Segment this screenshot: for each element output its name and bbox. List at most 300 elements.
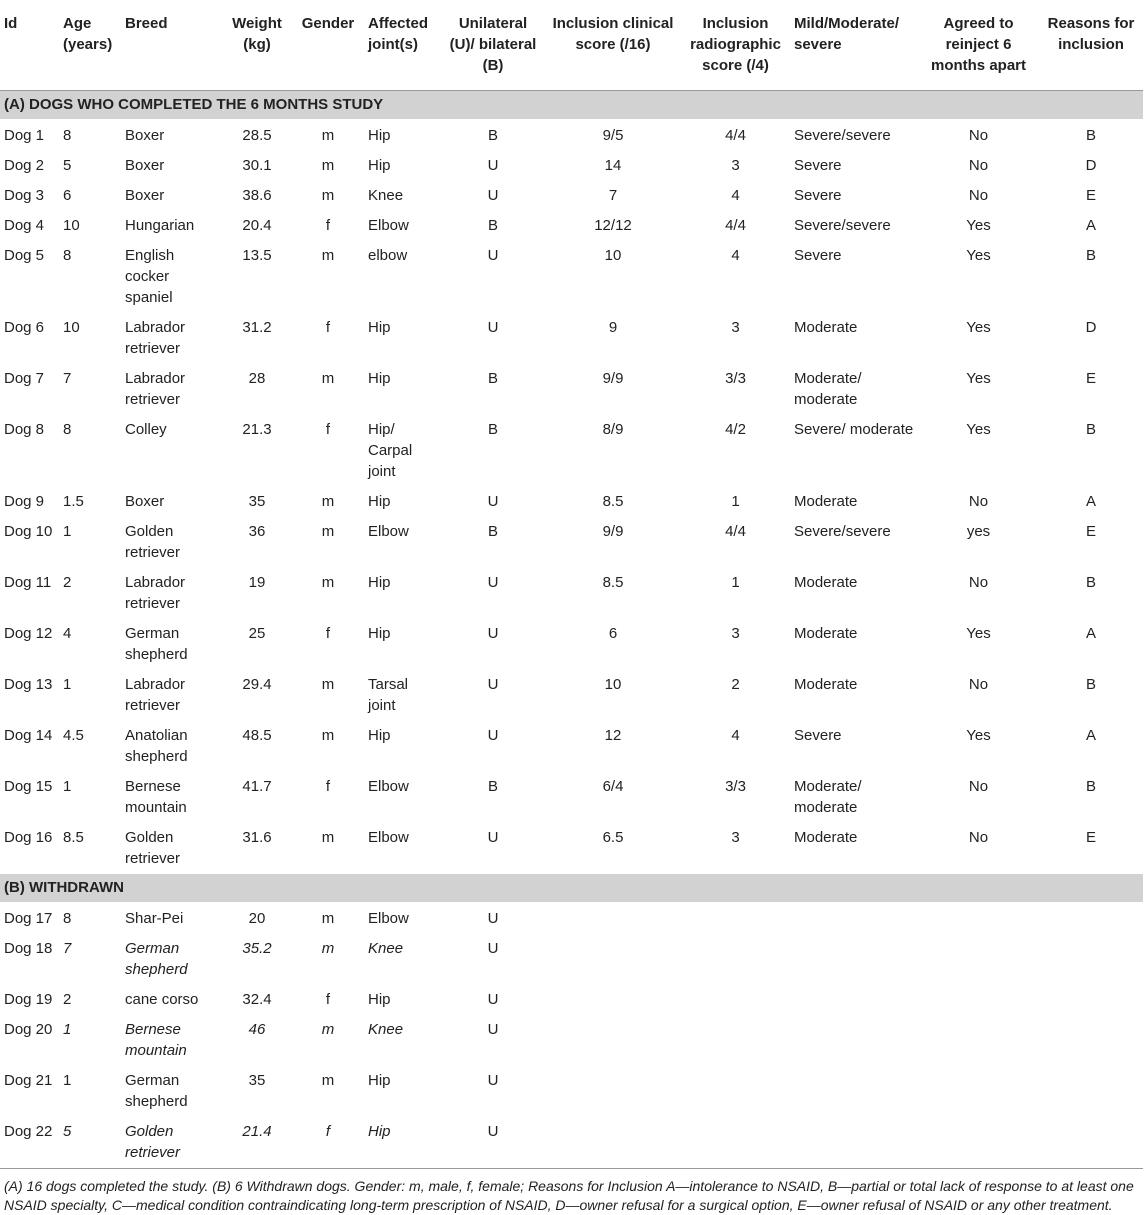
cell-clinical-score	[545, 1066, 681, 1117]
cell-severity: Moderate	[790, 313, 918, 364]
cell-severity: Severe/severe	[790, 119, 918, 151]
cell-reason: B	[1039, 241, 1143, 313]
cell-weight: 28	[222, 364, 292, 415]
cell-gender: f	[292, 313, 364, 364]
cell-clinical-score: 8.5	[545, 568, 681, 619]
cell-agreed-reinject	[918, 1066, 1039, 1117]
cell-reason: E	[1039, 181, 1143, 211]
cell-side: U	[441, 823, 545, 874]
cell-gender: m	[292, 517, 364, 568]
cell-reason: B	[1039, 670, 1143, 721]
cell-weight: 46	[222, 1015, 292, 1066]
cell-severity: Moderate	[790, 619, 918, 670]
table-row	[0, 1015, 1143, 1066]
cell-age: 5	[59, 151, 121, 181]
cell-severity: Moderate/ moderate	[790, 772, 918, 823]
cell-gender: m	[292, 670, 364, 721]
cell-weight: 21.3	[222, 415, 292, 487]
cell-clinical-score: 10	[545, 670, 681, 721]
cell-affected-joint: Hip	[364, 721, 441, 772]
cell-affected-joint: Hip	[364, 1066, 441, 1117]
cell-breed: Golden retriever	[121, 1117, 222, 1169]
cell-severity: Severe	[790, 241, 918, 313]
cell-radiographic-score: 3/3	[681, 772, 790, 823]
cell-weight: 31.6	[222, 823, 292, 874]
cell-gender: m	[292, 241, 364, 313]
cell-side: U	[441, 721, 545, 772]
cell-clinical-score	[545, 1117, 681, 1169]
table-row	[0, 415, 1143, 487]
cell-age: 1	[59, 1066, 121, 1117]
cell-severity	[790, 985, 918, 1015]
cell-side: U	[441, 181, 545, 211]
cell-weight: 31.2	[222, 313, 292, 364]
cell-affected-joint: Hip	[364, 1117, 441, 1169]
cell-radiographic-score: 2	[681, 670, 790, 721]
cell-clinical-score: 6/4	[545, 772, 681, 823]
cell-weight: 13.5	[222, 241, 292, 313]
cell-weight: 25	[222, 619, 292, 670]
table-row	[0, 934, 1143, 985]
cell-side: U	[441, 241, 545, 313]
cell-severity: Severe/severe	[790, 211, 918, 241]
cell-agreed-reinject	[918, 902, 1039, 934]
cell-reason	[1039, 902, 1143, 934]
cell-id: Dog 3	[0, 181, 59, 211]
cell-side: B	[441, 517, 545, 568]
cell-affected-joint: Elbow	[364, 517, 441, 568]
cell-affected-joint: Knee	[364, 181, 441, 211]
cell-severity: Moderate	[790, 823, 918, 874]
section-header-completed	[0, 91, 1143, 120]
cell-radiographic-score	[681, 1117, 790, 1169]
cell-clinical-score	[545, 1015, 681, 1066]
cell-side: B	[441, 211, 545, 241]
header-age: Age (years)	[59, 0, 121, 91]
cell-side: U	[441, 151, 545, 181]
cell-agreed-reinject: No	[918, 119, 1039, 151]
cell-reason: D	[1039, 313, 1143, 364]
cell-reason: A	[1039, 487, 1143, 517]
cell-radiographic-score: 4	[681, 721, 790, 772]
cell-side: U	[441, 619, 545, 670]
table-row	[0, 619, 1143, 670]
cell-reason	[1039, 1117, 1143, 1169]
cell-clinical-score: 6.5	[545, 823, 681, 874]
cell-gender: m	[292, 902, 364, 934]
cell-breed: English cocker spaniel	[121, 241, 222, 313]
cell-breed: Golden retriever	[121, 823, 222, 874]
table-row	[0, 119, 1143, 151]
cell-breed: Golden retriever	[121, 517, 222, 568]
cell-id: Dog 22	[0, 1117, 59, 1169]
cell-id: Dog 19	[0, 985, 59, 1015]
cell-severity	[790, 1066, 918, 1117]
cell-affected-joint: Knee	[364, 1015, 441, 1066]
cell-side: U	[441, 902, 545, 934]
header-affected-joints: Affected joint(s)	[364, 0, 441, 91]
header-id: Id	[0, 0, 59, 91]
cell-side: U	[441, 985, 545, 1015]
cell-gender: m	[292, 823, 364, 874]
cell-clinical-score: 8.5	[545, 487, 681, 517]
cell-reason: E	[1039, 364, 1143, 415]
header-weight: Weight (kg)	[222, 0, 292, 91]
cell-weight: 20.4	[222, 211, 292, 241]
cell-clinical-score: 9	[545, 313, 681, 364]
cell-gender: f	[292, 415, 364, 487]
cell-gender: m	[292, 181, 364, 211]
cell-age: 8	[59, 241, 121, 313]
cell-gender: m	[292, 487, 364, 517]
cell-breed: Shar-Pei	[121, 902, 222, 934]
cell-radiographic-score: 3	[681, 151, 790, 181]
header-gender: Gender	[292, 0, 364, 91]
cell-breed: Labrador retriever	[121, 670, 222, 721]
table-row	[0, 772, 1143, 823]
header-unilateral-bilateral: Unilateral (U)/ bilateral (B)	[441, 0, 545, 91]
cell-severity: Moderate/ moderate	[790, 364, 918, 415]
cell-clinical-score: 6	[545, 619, 681, 670]
cell-gender: m	[292, 934, 364, 985]
cell-breed: Boxer	[121, 181, 222, 211]
cell-id: Dog 17	[0, 902, 59, 934]
cell-affected-joint: Hip/ Carpal joint	[364, 415, 441, 487]
header-agreed-reinject: Agreed to reinject 6 months apart	[918, 0, 1039, 91]
cell-side: B	[441, 119, 545, 151]
cell-breed: Anatolian shepherd	[121, 721, 222, 772]
cell-gender: m	[292, 119, 364, 151]
cell-weight: 29.4	[222, 670, 292, 721]
cell-gender: m	[292, 364, 364, 415]
cell-reason: B	[1039, 415, 1143, 487]
cell-id: Dog 21	[0, 1066, 59, 1117]
cell-id: Dog 15	[0, 772, 59, 823]
cell-id: Dog 18	[0, 934, 59, 985]
cell-radiographic-score: 3	[681, 619, 790, 670]
cell-agreed-reinject	[918, 985, 1039, 1015]
cell-weight: 19	[222, 568, 292, 619]
cell-affected-joint: Hip	[364, 985, 441, 1015]
cell-side: U	[441, 1066, 545, 1117]
cell-clinical-score	[545, 985, 681, 1015]
cell-radiographic-score: 4/4	[681, 119, 790, 151]
cell-affected-joint: elbow	[364, 241, 441, 313]
table-row	[0, 517, 1143, 568]
cell-side: U	[441, 1015, 545, 1066]
table-footnote: (A) 16 dogs completed the study. (B) 6 Withdrawn dogs. Gender: m, male, f, female; Reasons for Inclusion A—intolerance to NSAID, B—partial or total lack of response to at least one NSAID specialty, C—medical condition contraindicating long-term prescription of NSAID, D—owner refusal for a surgical option, E—owner refusal of NSAID or any other treatment.	[0, 1169, 1143, 1215]
cell-agreed-reinject: No	[918, 181, 1039, 211]
cell-reason	[1039, 934, 1143, 985]
cell-side: U	[441, 670, 545, 721]
cell-reason	[1039, 1015, 1143, 1066]
cell-weight: 36	[222, 517, 292, 568]
cell-id: Dog 4	[0, 211, 59, 241]
cell-severity: Moderate	[790, 670, 918, 721]
cell-clinical-score: 8/9	[545, 415, 681, 487]
header-row	[0, 0, 1143, 91]
table-row	[0, 721, 1143, 772]
cell-weight: 21.4	[222, 1117, 292, 1169]
cell-gender: m	[292, 1066, 364, 1117]
cell-reason: A	[1039, 619, 1143, 670]
cell-agreed-reinject: Yes	[918, 619, 1039, 670]
cell-breed: Bernese mountain	[121, 1015, 222, 1066]
cell-radiographic-score: 3	[681, 313, 790, 364]
cell-reason	[1039, 985, 1143, 1015]
table-row	[0, 1117, 1143, 1169]
cell-affected-joint: Elbow	[364, 211, 441, 241]
cell-id: Dog 10	[0, 517, 59, 568]
cell-weight: 35	[222, 487, 292, 517]
cell-radiographic-score: 4/4	[681, 517, 790, 568]
cell-age: 7	[59, 364, 121, 415]
cell-side: B	[441, 415, 545, 487]
footnote-row	[0, 1169, 1143, 1215]
cell-agreed-reinject: No	[918, 487, 1039, 517]
cell-severity: Severe/ moderate	[790, 415, 918, 487]
cell-affected-joint: Elbow	[364, 823, 441, 874]
cell-radiographic-score: 4/4	[681, 211, 790, 241]
cell-radiographic-score: 1	[681, 487, 790, 517]
cell-severity: Severe	[790, 151, 918, 181]
cell-radiographic-score	[681, 934, 790, 985]
cell-side: U	[441, 1117, 545, 1169]
cell-clinical-score	[545, 902, 681, 934]
cell-severity: Moderate	[790, 568, 918, 619]
cell-breed: cane corso	[121, 985, 222, 1015]
section-header-completed-label: (A) DOGS WHO COMPLETED THE 6 MONTHS STUDY	[0, 91, 1143, 120]
cell-affected-joint: Hip	[364, 487, 441, 517]
table-row	[0, 487, 1143, 517]
cell-breed: Labrador retriever	[121, 313, 222, 364]
cell-severity	[790, 902, 918, 934]
cell-age: 1	[59, 772, 121, 823]
cell-severity	[790, 1117, 918, 1169]
table-row	[0, 211, 1143, 241]
cell-weight: 35	[222, 1066, 292, 1117]
cell-affected-joint: Hip	[364, 313, 441, 364]
cell-breed: Labrador retriever	[121, 568, 222, 619]
header-clinical-score: Inclusion clinical score (/16)	[545, 0, 681, 91]
header-severity: Mild/Moderate/ severe	[790, 0, 918, 91]
cell-reason	[1039, 1066, 1143, 1117]
cell-agreed-reinject: yes	[918, 517, 1039, 568]
cell-radiographic-score: 3	[681, 823, 790, 874]
cell-gender: f	[292, 211, 364, 241]
cell-id: Dog 2	[0, 151, 59, 181]
cell-age: 5	[59, 1117, 121, 1169]
cell-weight: 20	[222, 902, 292, 934]
cell-id: Dog 5	[0, 241, 59, 313]
cell-radiographic-score	[681, 1066, 790, 1117]
table-row	[0, 313, 1143, 364]
cell-clinical-score: 12/12	[545, 211, 681, 241]
cell-id: Dog 1	[0, 119, 59, 151]
cell-severity: Severe	[790, 721, 918, 772]
cell-agreed-reinject: Yes	[918, 211, 1039, 241]
table-row	[0, 670, 1143, 721]
cell-affected-joint: Hip	[364, 119, 441, 151]
cell-gender: f	[292, 1117, 364, 1169]
cell-radiographic-score	[681, 1015, 790, 1066]
cell-severity: Severe/severe	[790, 517, 918, 568]
header-reasons: Reasons for inclusion	[1039, 0, 1143, 91]
section-header-withdrawn	[0, 874, 1143, 902]
cell-agreed-reinject: Yes	[918, 313, 1039, 364]
cell-id: Dog 8	[0, 415, 59, 487]
table-body	[0, 91, 1143, 1169]
cell-gender: m	[292, 151, 364, 181]
cell-breed: German shepherd	[121, 619, 222, 670]
cell-clinical-score: 12	[545, 721, 681, 772]
cell-age: 8	[59, 119, 121, 151]
cell-id: Dog 7	[0, 364, 59, 415]
cell-age: 2	[59, 985, 121, 1015]
table-row	[0, 241, 1143, 313]
cell-agreed-reinject: No	[918, 772, 1039, 823]
cell-gender: m	[292, 1015, 364, 1066]
cell-id: Dog 11	[0, 568, 59, 619]
cell-agreed-reinject: No	[918, 568, 1039, 619]
cell-reason: B	[1039, 119, 1143, 151]
cell-agreed-reinject: No	[918, 823, 1039, 874]
table-row	[0, 364, 1143, 415]
cell-affected-joint: Knee	[364, 934, 441, 985]
cell-side: B	[441, 772, 545, 823]
cell-side: U	[441, 568, 545, 619]
cell-age: 4	[59, 619, 121, 670]
table-row	[0, 902, 1143, 934]
cell-agreed-reinject: Yes	[918, 241, 1039, 313]
cell-clinical-score: 9/5	[545, 119, 681, 151]
cell-agreed-reinject	[918, 1015, 1039, 1066]
table-row	[0, 823, 1143, 874]
section-header-withdrawn-label: (B) WITHDRAWN	[0, 874, 1143, 902]
cell-age: 8	[59, 902, 121, 934]
cell-severity: Severe	[790, 181, 918, 211]
cell-side: B	[441, 364, 545, 415]
cell-gender: f	[292, 985, 364, 1015]
cell-weight: 28.5	[222, 119, 292, 151]
cell-age: 1	[59, 670, 121, 721]
table-row	[0, 1066, 1143, 1117]
cell-weight: 48.5	[222, 721, 292, 772]
cell-age: 10	[59, 313, 121, 364]
cell-clinical-score	[545, 934, 681, 985]
table-row	[0, 985, 1143, 1015]
cell-severity	[790, 1015, 918, 1066]
cell-id: Dog 14	[0, 721, 59, 772]
cell-weight: 41.7	[222, 772, 292, 823]
cell-affected-joint: Hip	[364, 364, 441, 415]
cell-clinical-score: 9/9	[545, 364, 681, 415]
cell-radiographic-score: 4	[681, 241, 790, 313]
cell-id: Dog 6	[0, 313, 59, 364]
cell-id: Dog 13	[0, 670, 59, 721]
cell-agreed-reinject: Yes	[918, 721, 1039, 772]
cell-id: Dog 9	[0, 487, 59, 517]
cell-reason: A	[1039, 721, 1143, 772]
table-row	[0, 568, 1143, 619]
cell-weight: 38.6	[222, 181, 292, 211]
cell-weight: 35.2	[222, 934, 292, 985]
cell-radiographic-score	[681, 985, 790, 1015]
cell-clinical-score: 10	[545, 241, 681, 313]
cell-clinical-score: 14	[545, 151, 681, 181]
cell-severity: Moderate	[790, 487, 918, 517]
cell-age: 10	[59, 211, 121, 241]
cell-radiographic-score: 4/2	[681, 415, 790, 487]
cell-clinical-score: 9/9	[545, 517, 681, 568]
cell-agreed-reinject: Yes	[918, 415, 1039, 487]
cell-clinical-score: 7	[545, 181, 681, 211]
cell-reason: D	[1039, 151, 1143, 181]
cell-weight: 30.1	[222, 151, 292, 181]
cell-age: 7	[59, 934, 121, 985]
cell-agreed-reinject: Yes	[918, 364, 1039, 415]
cell-gender: m	[292, 721, 364, 772]
table-row	[0, 151, 1143, 181]
cell-affected-joint: Elbow	[364, 772, 441, 823]
cell-age: 8	[59, 415, 121, 487]
cell-severity	[790, 934, 918, 985]
cell-side: U	[441, 313, 545, 364]
cell-reason: E	[1039, 517, 1143, 568]
cell-breed: Boxer	[121, 151, 222, 181]
cell-agreed-reinject	[918, 1117, 1039, 1169]
cell-age: 6	[59, 181, 121, 211]
cell-side: U	[441, 934, 545, 985]
cell-reason: A	[1039, 211, 1143, 241]
header-breed: Breed	[121, 0, 222, 91]
cell-affected-joint: Elbow	[364, 902, 441, 934]
cell-breed: Boxer	[121, 119, 222, 151]
cell-reason: B	[1039, 568, 1143, 619]
cell-reason: E	[1039, 823, 1143, 874]
cell-radiographic-score: 4	[681, 181, 790, 211]
cell-weight: 32.4	[222, 985, 292, 1015]
cell-age: 1	[59, 517, 121, 568]
cell-id: Dog 12	[0, 619, 59, 670]
cell-agreed-reinject	[918, 934, 1039, 985]
cell-breed: Labrador retriever	[121, 364, 222, 415]
cell-breed: Bernese mountain	[121, 772, 222, 823]
cell-age: 4.5	[59, 721, 121, 772]
header-radiographic-score: Inclusion radiographic score (/4)	[681, 0, 790, 91]
cell-radiographic-score: 3/3	[681, 364, 790, 415]
cell-agreed-reinject: No	[918, 670, 1039, 721]
cell-age: 1	[59, 1015, 121, 1066]
cell-breed: Colley	[121, 415, 222, 487]
cell-age: 1.5	[59, 487, 121, 517]
cell-age: 2	[59, 568, 121, 619]
cell-breed: Hungarian	[121, 211, 222, 241]
cell-breed: Boxer	[121, 487, 222, 517]
cell-gender: f	[292, 619, 364, 670]
cell-affected-joint: Hip	[364, 151, 441, 181]
cell-agreed-reinject: No	[918, 151, 1039, 181]
cell-breed: German shepherd	[121, 934, 222, 985]
cell-gender: m	[292, 568, 364, 619]
cell-affected-joint: Tarsal joint	[364, 670, 441, 721]
cell-breed: German shepherd	[121, 1066, 222, 1117]
cell-age: 8.5	[59, 823, 121, 874]
cell-affected-joint: Hip	[364, 619, 441, 670]
cell-gender: f	[292, 772, 364, 823]
cell-radiographic-score: 1	[681, 568, 790, 619]
cell-id: Dog 20	[0, 1015, 59, 1066]
